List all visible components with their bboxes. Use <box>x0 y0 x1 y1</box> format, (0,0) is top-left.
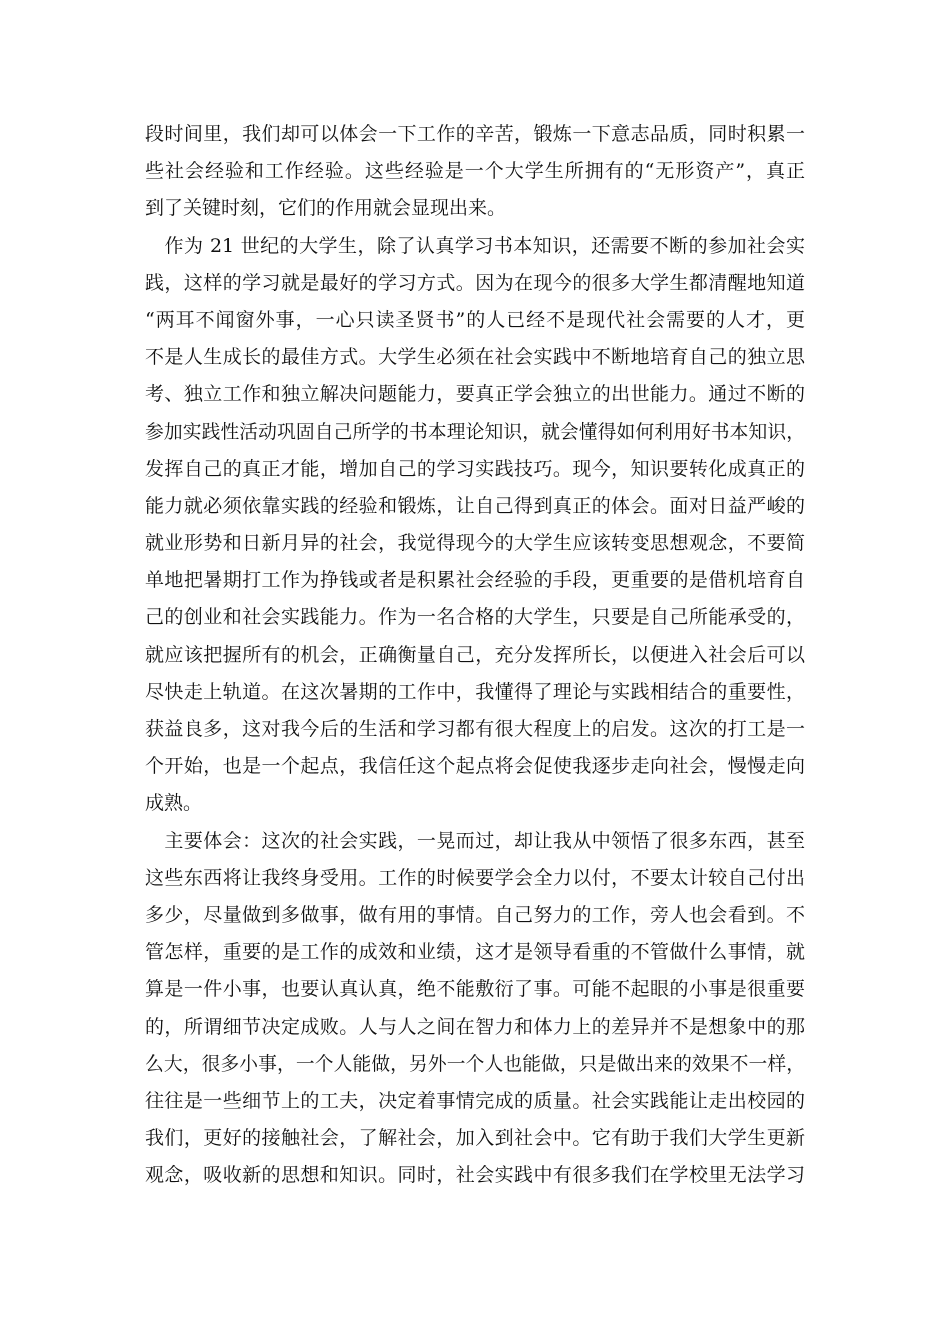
text-line: 么大，很多小事，一个人能做，另外一个人也能做，只是做出来的效果不一样， <box>145 1053 805 1075</box>
text-line: 己的创业和社会实践能力。作为一名合格的大学生，只要是自己所能承受的， <box>145 606 805 629</box>
text-line: 成熟。 <box>145 792 203 815</box>
text-line: 获益良多，这对我今后的生活和学习都有很大程度上的启发。这次的打工是一 <box>145 718 805 740</box>
text-line: 往往是一些细节上的工夫，决定着事情完成的质量。社会实践能让走出校园的 <box>145 1089 805 1112</box>
text-line: 到了关键时刻，它们的作用就会显现出来。 <box>145 197 507 220</box>
text-line: 就应该把握所有的机会，正确衡量自己，充分发挥所长，以便进入社会后可以 <box>145 643 805 666</box>
text-line: 发挥自己的真正才能，增加自己的学习实践技巧。现今，知识要转化成真正的 <box>145 457 805 480</box>
text-line: 尽快走上轨道。在这次暑期的工作中，我懂得了理论与实践相结合的重要性， <box>145 680 805 703</box>
text-line: 作为 21 世纪的大学生，除了认真学习书本知识，还需要不断的参加社会实 <box>145 234 805 257</box>
text-line: “两耳不闻窗外事，一心只读圣贤书”的人已经不是现代社会需要的人才，更 <box>145 308 805 331</box>
text-line: 多少，尽量做到多做事，做有用的事情。自己努力的工作，旁人也会看到。不 <box>145 903 805 926</box>
text-line: 些社会经验和工作经验。这些经验是一个大学生所拥有的“无形资产”，真正 <box>145 160 805 183</box>
text-line: 的，所谓细节决定成败。人与人之间在智力和体力上的差异并不是想象中的那 <box>145 1015 805 1038</box>
text-line: 单地把暑期打工作为挣钱或者是积累社会经验的手段，更重要的是借机培育自 <box>145 569 805 592</box>
text-line: 个开始，也是一个起点，我信任这个起点将会促使我逐步走向社会，慢慢走向 <box>145 755 805 778</box>
text-line: 主要体会：这次的社会实践，一晃而过，却让我从中领悟了很多东西，甚至 <box>145 829 805 852</box>
text-line: 不是人生成长的最佳方式。大学生必须在社会实践中不断地培育自己的独立思 <box>145 346 805 369</box>
text-line: 这些东西将让我终身受用。工作的时候要学会全力以付，不要太计较自己付出 <box>145 866 805 889</box>
text-line: 段时间里，我们却可以体会一下工作的辛苦，锻炼一下意志品质，同时积累一 <box>145 123 805 145</box>
text-line: 算是一件小事，也要认真认真，绝不能敷衍了事。可能不起眼的小事是很重要 <box>145 978 805 1001</box>
text-line: 管怎样，重要的是工作的成效和业绩，这才是领导看重的不管做什么事情，就 <box>145 941 805 964</box>
text-line: 我们，更好的接触社会，了解社会，加入到社会中。它有助于我们大学生更新 <box>145 1127 805 1150</box>
text-line: 考、独立工作和独立解决问题能力，要真正学会独立的出世能力。通过不断的 <box>145 383 805 406</box>
text-line: 能力就必须依靠实践的经验和锻炼，让自己得到真正的体会。面对日益严峻的 <box>145 494 805 517</box>
text-line: 践，这样的学习就是最好的学习方式。因为在现今的很多大学生都清醒地知道 <box>145 271 805 294</box>
text-line: 参加实践性活动巩固自己所学的书本理论知识，就会懂得如何利用好书本知识， <box>145 421 805 443</box>
text-line: 观念，吸收新的思想和知识。同时，社会实践中有很多我们在学校里无法学习 <box>145 1164 805 1187</box>
document-body <box>145 116 805 1194</box>
text-line: 就业形势和日新月异的社会，我觉得现今的大学生应该转变思想观念，不要简 <box>145 532 805 555</box>
